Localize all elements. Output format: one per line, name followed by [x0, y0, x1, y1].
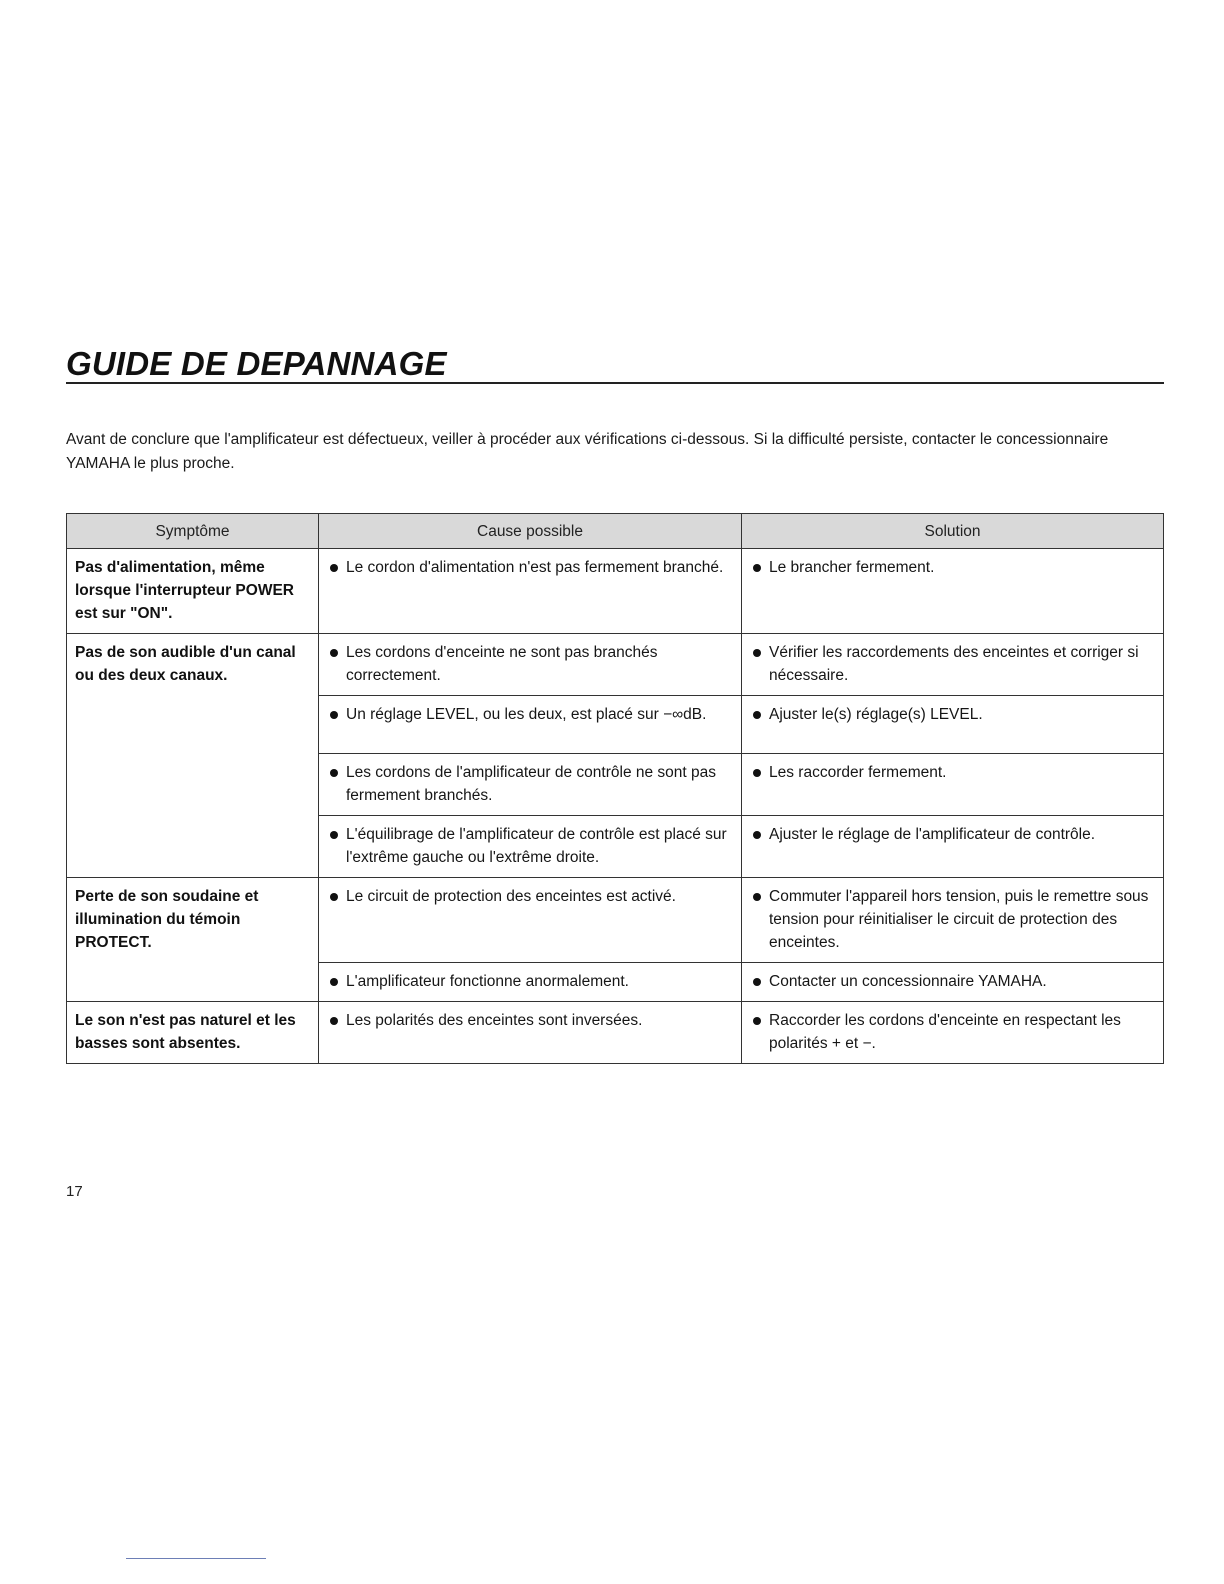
cause-cell [319, 696, 742, 754]
cause-cell [319, 878, 742, 963]
intro-paragraph: Avant de conclure que l'amplificateur est défectueux, veiller à procéder aux vérifications ci-dessous. Si la difficulté persiste, contacter le concessionnaire YAMAHA le plus proche. [66, 431, 1109, 472]
solution-text: Vérifier les raccordements des enceintes et corriger si nécessaire. [751, 641, 1155, 687]
cause-cell [319, 816, 742, 878]
solution-text: Ajuster le réglage de l'amplificateur de contrôle. [751, 823, 1155, 846]
header-solution: Solution [742, 514, 1164, 549]
cause-cell [319, 1002, 742, 1064]
cause-text: Les cordons de l'amplificateur de contrôle ne sont pas fermement branchés. [328, 761, 733, 807]
table-header-row [67, 514, 1164, 549]
header-symptom: Symptôme [67, 514, 319, 549]
solution-cell [742, 1002, 1164, 1064]
cause-text: L'amplificateur fonctionne anormalement. [328, 970, 733, 993]
cause-cell [319, 754, 742, 816]
table-row [67, 549, 1164, 634]
symptom-cell: Pas de son audible d'un canal ou des deux canaux. [67, 634, 319, 878]
cause-text: Les polarités des enceintes sont inversées. [328, 1009, 733, 1032]
solution-cell [742, 549, 1164, 634]
cause-text: Le cordon d'alimentation n'est pas fermement branché. [328, 556, 733, 579]
cause-cell [319, 963, 742, 1002]
page-title: GUIDE DE DEPANNAGE [66, 345, 447, 382]
symptom-cell: Pas d'alimentation, même lorsque l'interrupteur POWER est sur "ON". [67, 549, 319, 634]
solution-text: Le brancher fermement. [751, 556, 1155, 579]
solution-cell [742, 963, 1164, 1002]
solution-cell [742, 816, 1164, 878]
cause-cell [319, 549, 742, 634]
table-row [67, 634, 1164, 696]
solution-text: Commuter l'appareil hors tension, puis le remettre sous tension pour réinitialiser le circuit de protection des enceintes. [751, 885, 1155, 954]
troubleshooting-table [66, 513, 1164, 1064]
table-row [67, 878, 1164, 963]
solution-cell [742, 634, 1164, 696]
cause-text: Les cordons d'enceinte ne sont pas branchés correctement. [328, 641, 733, 687]
page-number: 17 [66, 1183, 83, 1200]
header-cause: Cause possible [319, 514, 742, 549]
solution-text: Ajuster le(s) réglage(s) LEVEL. [751, 703, 1155, 726]
solution-cell [742, 754, 1164, 816]
table-row [67, 1002, 1164, 1064]
footer-rule [126, 1558, 266, 1559]
solution-text: Les raccorder fermement. [751, 761, 1155, 784]
solution-text: Contacter un concessionnaire YAMAHA. [751, 970, 1155, 993]
cause-text: Un réglage LEVEL, ou les deux, est placé sur −∞dB. [328, 703, 733, 726]
solution-cell [742, 878, 1164, 963]
symptom-cell: Perte de son soudaine et illumination du témoin PROTECT. [67, 878, 319, 1002]
title-rule [66, 382, 1164, 384]
cause-cell [319, 634, 742, 696]
solution-cell [742, 696, 1164, 754]
solution-text: Raccorder les cordons d'enceinte en respectant les polarités + et −. [751, 1009, 1155, 1055]
cause-text: Le circuit de protection des enceintes est activé. [328, 885, 733, 908]
symptom-cell: Le son n'est pas naturel et les basses sont absentes. [67, 1002, 319, 1064]
cause-text: L'équilibrage de l'amplificateur de contrôle est placé sur l'extrême gauche ou l'extrême droite. [328, 823, 733, 869]
